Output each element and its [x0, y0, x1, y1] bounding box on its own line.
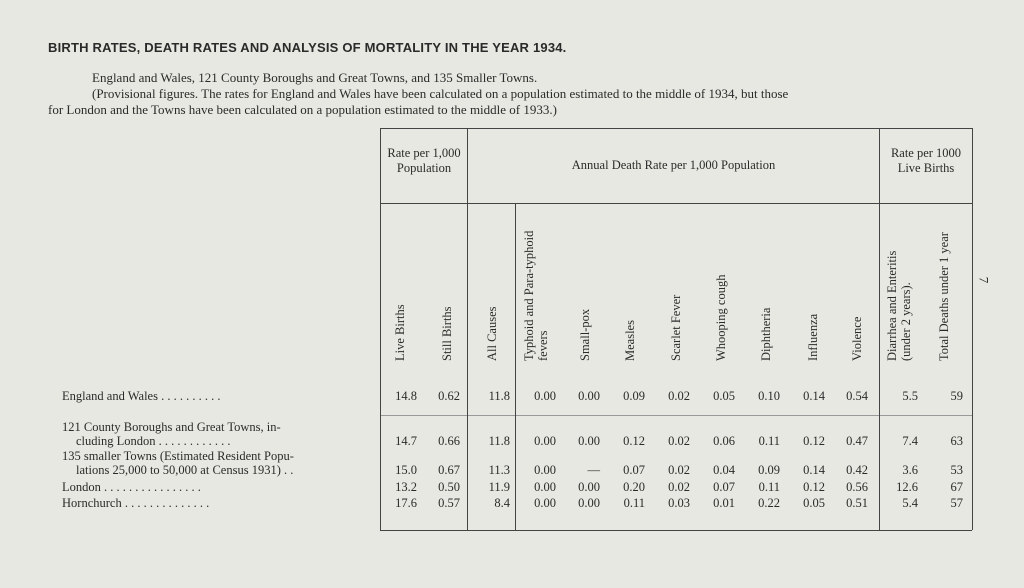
- table-cell: 14.8: [395, 389, 417, 403]
- table-cell: 0.62: [438, 389, 460, 403]
- col-header-diarrhea: Diarrhea and Enteritis (under 2 years).: [885, 250, 913, 361]
- table-cell: 11.3: [488, 463, 510, 477]
- row-label-smaller-towns: 135 smaller Towns (Estimated Resident Popu-: [62, 449, 294, 463]
- table-cell: 0.00: [578, 496, 600, 510]
- table-cell: 0.57: [438, 496, 460, 510]
- table-cell: 0.14: [803, 463, 825, 477]
- header-rule: [380, 203, 972, 204]
- table-cell: 11.9: [488, 480, 510, 494]
- col-header-still-births: Still Births: [440, 306, 454, 361]
- row-label-hornchurch: Hornchurch . . . . . . . . . . . . . .: [62, 496, 210, 510]
- table-cell: 0.50: [438, 480, 460, 494]
- page-number: 7: [976, 276, 992, 284]
- table-cell: 0.01: [713, 496, 735, 510]
- table-cell: 0.09: [758, 463, 780, 477]
- subtitle-line-1: England and Wales, 121 County Boroughs and Great Towns, and 135 Smaller Towns.: [92, 70, 538, 85]
- col-header-whooping-cough: Whooping cough: [714, 274, 728, 361]
- col-rule-1: [467, 128, 468, 530]
- row-label-london: London . . . . . . . . . . . . . . . .: [62, 480, 201, 494]
- table-cell: 0.02: [668, 389, 690, 403]
- header-rate-per-1000: Rate per 1,000 Population: [387, 146, 461, 175]
- table-cell: 0.14: [803, 389, 825, 403]
- header-annual-death-rate: Annual Death Rate per 1,000 Population: [571, 158, 776, 172]
- col-header-influenza: Influenza: [806, 313, 820, 361]
- table-cell: 0.00: [578, 434, 600, 448]
- table-cell: 0.03: [668, 496, 690, 510]
- table-cell: 0.47: [846, 434, 868, 448]
- col-rule-right: [972, 128, 973, 530]
- table-top-rule: [380, 128, 972, 129]
- col-header-scarlet-fever: Scarlet Fever: [669, 294, 683, 361]
- table-cell: 7.4: [902, 434, 918, 448]
- header-rate-per-1000-live-births: Rate per 1000 Live Births: [890, 146, 962, 175]
- col-header-live-births: Live Births: [393, 304, 407, 361]
- table-cell: 0.20: [623, 480, 645, 494]
- table-cell: 0.05: [803, 496, 825, 510]
- col-header-diphtheria: Diphtheria: [759, 307, 773, 361]
- table-cell: 11.8: [488, 389, 510, 403]
- subtitle-line-3: for London and the Towns have been calculated on a population estimated to the middle of 1933.): [48, 102, 557, 117]
- table-cell: 0.00: [578, 389, 600, 403]
- table-cell: 0.09: [623, 389, 645, 403]
- table-cell: 0.07: [623, 463, 645, 477]
- table-cell: 0.12: [803, 434, 825, 448]
- table-cell: 0.00: [534, 463, 556, 477]
- table-cell: 13.2: [395, 480, 417, 494]
- row-label-england-wales: England and Wales . . . . . . . . . .: [62, 389, 221, 403]
- table-cell: 53: [950, 463, 963, 477]
- table-cell: 5.4: [902, 496, 918, 510]
- table-cell: 67: [950, 480, 963, 494]
- table-cell: 0.02: [668, 434, 690, 448]
- col-header-violence: Violence: [850, 316, 864, 361]
- table-cell: 0.56: [846, 480, 868, 494]
- table-cell: 0.00: [534, 480, 556, 494]
- table-cell: 0.66: [438, 434, 460, 448]
- table-cell: 8.4: [494, 496, 510, 510]
- col-header-all-causes: All Causes: [485, 306, 499, 361]
- table-cell: 0.12: [803, 480, 825, 494]
- table-cell: 0.11: [758, 480, 780, 494]
- table-cell: 0.00: [534, 496, 556, 510]
- table-cell: 15.0: [395, 463, 417, 477]
- table-cell: 11.8: [488, 434, 510, 448]
- subtitle-line-2: (Provisional figures. The rates for England and Wales have been calculated on a population estimated to the middle of 1934, but those: [92, 86, 789, 101]
- table-cell: 0.07: [713, 480, 735, 494]
- table-cell: 0.11: [758, 434, 780, 448]
- table-cell: 0.00: [534, 389, 556, 403]
- table-cell: 0.11: [623, 496, 645, 510]
- table-cell: 0.54: [846, 389, 868, 403]
- table-cell: 0.22: [758, 496, 780, 510]
- page-title: BIRTH RATES, DEATH RATES AND ANALYSIS OF MORTALITY IN THE YEAR 1934.: [48, 40, 567, 55]
- table-cell: 0.02: [668, 463, 690, 477]
- table-cell: 0.04: [713, 463, 735, 477]
- table-cell: —: [587, 463, 600, 477]
- table-cell: 0.05: [713, 389, 735, 403]
- table-cell: 17.6: [395, 496, 417, 510]
- table-bottom-rule: [380, 530, 972, 531]
- row-label-smaller-towns-cont: lations 25,000 to 50,000 at Census 1931) . .: [76, 463, 294, 477]
- table-cell: 57: [950, 496, 963, 510]
- col-rule-left: [380, 128, 381, 530]
- col-rule-3: [879, 128, 880, 530]
- col-header-smallpox: Small-pox: [578, 308, 592, 361]
- col-header-typhoid: Typhoid and Para-typhoid fevers: [522, 230, 550, 361]
- col-rule-2: [515, 203, 516, 530]
- table-cell: 63: [950, 434, 963, 448]
- table-cell: 0.67: [438, 463, 460, 477]
- row-label-county-boroughs: 121 County Boroughs and Great Towns, in-: [62, 420, 281, 434]
- table-cell: 59: [950, 389, 963, 403]
- table-cell: 0.00: [534, 434, 556, 448]
- table-cell: 3.6: [902, 463, 918, 477]
- table-cell: 0.00: [578, 480, 600, 494]
- row-rule: [380, 415, 972, 416]
- table-cell: 12.6: [896, 480, 918, 494]
- table-cell: 0.51: [846, 496, 868, 510]
- table-cell: 0.06: [713, 434, 735, 448]
- table-cell: 0.12: [623, 434, 645, 448]
- col-header-measles: Measles: [623, 320, 637, 361]
- table-cell: 5.5: [902, 389, 918, 403]
- table-cell: 0.42: [846, 463, 868, 477]
- col-header-total-deaths: Total Deaths under 1 year: [937, 232, 951, 361]
- table-cell: 0.02: [668, 480, 690, 494]
- table-cell: 0.10: [758, 389, 780, 403]
- table-cell: 14.7: [395, 434, 417, 448]
- row-label-county-boroughs-cont: cluding London . . . . . . . . . . . .: [76, 434, 231, 448]
